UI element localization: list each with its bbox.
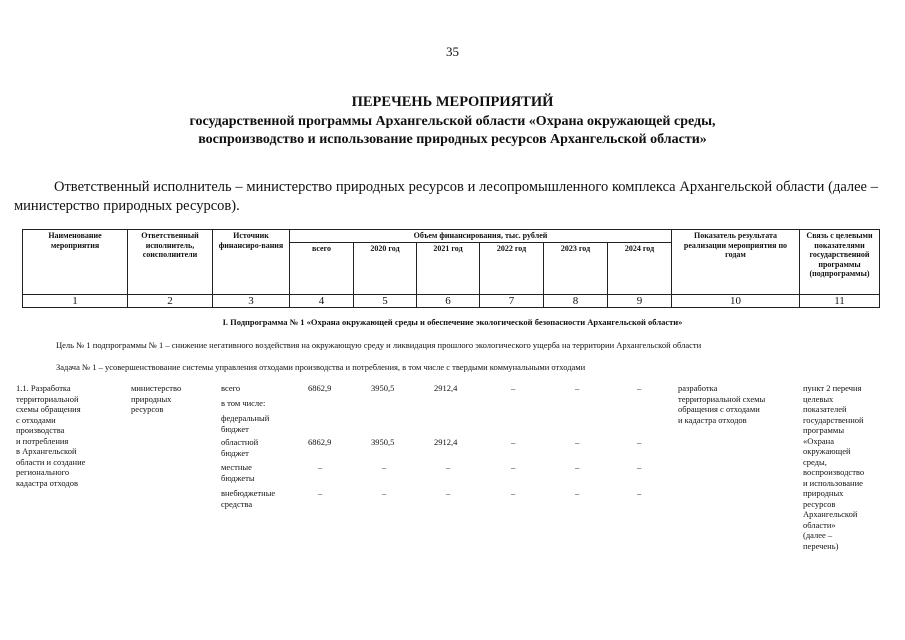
source-local <box>221 462 255 483</box>
value-local-all: – <box>318 462 323 472</box>
link-line: области» <box>803 519 836 530</box>
activity-name-line: области и создание <box>16 456 86 467</box>
subprogram-heading: I. Подпрограмма № 1 «Охрана окружающей среды и обеспечение экологической безопасности Архангельской области» <box>222 317 683 327</box>
header-funding-source: Источник финансиро-вания <box>213 230 290 295</box>
value-local-2021: – <box>446 462 451 472</box>
value-total-2024: – <box>637 383 642 393</box>
header-2020: 2020 год <box>354 242 417 294</box>
source-line: бюджет <box>221 447 249 458</box>
value-extrabudget-2023: – <box>575 488 580 498</box>
link-line: ресурсов <box>803 498 836 509</box>
link-line: природных <box>803 488 844 498</box>
executor-cell <box>131 383 211 415</box>
link-line: показателей <box>803 404 847 414</box>
result-indicator-cell <box>678 383 798 425</box>
value-local-2020: – <box>382 462 387 472</box>
value-extrabudget-2020: – <box>382 488 387 498</box>
column-number: 5 <box>354 294 417 307</box>
header-activity-name: Наименование мероприятия <box>23 230 128 295</box>
link-line: воспроизводство <box>803 467 865 477</box>
link-line: перечень) <box>803 540 839 551</box>
link-line: государственной <box>803 414 864 425</box>
value-regional-all: 6862,9 <box>308 437 332 447</box>
link-line: окружающей <box>803 446 851 456</box>
column-number: 7 <box>480 294 544 307</box>
header-2023: 2023 год <box>544 242 608 294</box>
document-title-line-2: государственной программы Архангельской области «Охрана окружающей среды, <box>189 114 716 129</box>
column-number: 3 <box>213 294 290 307</box>
link-line: (далее – <box>803 530 833 540</box>
header-2024: 2024 год <box>608 242 672 294</box>
source-line: федеральный <box>221 413 270 423</box>
source-regional <box>221 437 258 458</box>
value-regional-2022: – <box>511 437 516 447</box>
column-number: 10 <box>672 294 800 307</box>
activity-name-line: производства <box>16 425 65 435</box>
activities-table-header <box>22 229 880 308</box>
link-line: программы <box>803 425 845 435</box>
column-number: 8 <box>544 294 608 307</box>
activity-name-line: и потребления <box>16 435 69 446</box>
link-line: и использование <box>803 477 863 488</box>
source-extrabudget <box>221 488 275 509</box>
link-line: Архангельской <box>803 509 858 519</box>
result-line: территориальной схемы <box>678 393 766 404</box>
activity-name-line: регионального <box>16 467 70 477</box>
value-extrabudget-2024: – <box>637 488 642 498</box>
value-extrabudget-2022: – <box>511 488 516 498</box>
target-link-cell <box>803 383 885 551</box>
activity-name-line: территориальной <box>16 393 79 404</box>
value-local-2024: – <box>637 462 642 472</box>
source-line: местные <box>221 462 252 472</box>
value-extrabudget-2021: – <box>446 488 451 498</box>
source-line: бюджет <box>221 423 249 434</box>
link-line: целевых <box>803 393 834 404</box>
activity-name-cell <box>16 383 126 488</box>
goal-line: Цель № 1 подпрограммы № 1 – снижение негативного воздействия на окружающую среду и ликвидация прошлого экологического ущерба на территории Архангельской области <box>56 340 702 350</box>
value-total-2020: 3950,5 <box>371 383 395 393</box>
source-line: бюджеты <box>221 472 255 483</box>
activity-name-line: кадастра отходов <box>16 477 78 488</box>
result-line: и кадастра отходов <box>678 414 747 425</box>
activity-name-line: в Архангельской <box>16 446 77 456</box>
column-number: 6 <box>417 294 480 307</box>
link-line: среды, <box>803 456 827 467</box>
column-number: 9 <box>608 294 672 307</box>
value-total-2021: 2912,4 <box>434 383 458 393</box>
column-number: 1 <box>23 294 128 307</box>
link-line: «Охрана <box>803 435 834 446</box>
source-federal <box>221 413 269 434</box>
source-including: в том числе: <box>221 398 266 408</box>
source-total: всего <box>221 383 241 393</box>
column-number: 4 <box>290 294 354 307</box>
value-total-2023: – <box>575 383 580 393</box>
link-line: пункт 2 перечня <box>803 383 862 393</box>
source-line: средства <box>221 498 253 509</box>
task-line: Задача № 1 – усовершенствование системы управления отходами производства и потребления, в том числе с твердыми коммунальными отходами <box>56 362 586 372</box>
value-local-2023: – <box>575 462 580 472</box>
page-number: 35 <box>446 44 459 59</box>
value-regional-2024: – <box>637 437 642 447</box>
column-number: 2 <box>128 294 213 307</box>
header-result-indicator: Показатель результата реализации мероприятия по годам <box>672 230 800 295</box>
header-target-link: Связь с целевыми показателями государственной программы (подпрограммы) <box>800 230 880 295</box>
header-funding-volume: Объем финансирования, тыс. рублей <box>290 230 672 243</box>
source-line: внебюджетные <box>221 488 276 498</box>
activity-name-line: 1.1. Разработка <box>16 383 71 393</box>
result-line: разработка <box>678 383 718 393</box>
executor-line: ресурсов <box>131 404 164 414</box>
value-regional-2023: – <box>575 437 580 447</box>
document-title: ПЕРЕЧЕНЬ МЕРОПРИЯТИЙ <box>351 94 554 110</box>
responsible-executor-paragraph: Ответственный исполнитель – министерство природных ресурсов и лесопромышленного комплекса Архангельской области (далее – министерство природных ресурсов). <box>14 179 878 214</box>
value-local-2022: – <box>511 462 516 472</box>
value-extrabudget-all: – <box>318 488 323 498</box>
document-title-line-3: воспроизводство и использование природных ресурсов Архангельской области» <box>198 132 707 147</box>
result-line: обращения с отходами <box>678 404 760 414</box>
header-2022: 2022 год <box>480 242 544 294</box>
activity-name-line: с отходами <box>16 414 56 425</box>
value-total-all: 6862,9 <box>308 383 332 393</box>
source-line: областной <box>221 437 259 447</box>
header-2021: 2021 год <box>417 242 480 294</box>
value-total-2022: – <box>511 383 516 393</box>
header-total: всего <box>290 242 354 294</box>
executor-line: министерство <box>131 383 182 393</box>
value-regional-2020: 3950,5 <box>371 437 395 447</box>
column-number: 11 <box>800 294 880 307</box>
executor-line: природных <box>131 393 172 404</box>
header-executor: Ответственный исполнитель, соисполнители <box>128 230 213 295</box>
activity-name-line: схемы обращения <box>16 404 81 414</box>
value-regional-2021: 2912,4 <box>434 437 458 447</box>
